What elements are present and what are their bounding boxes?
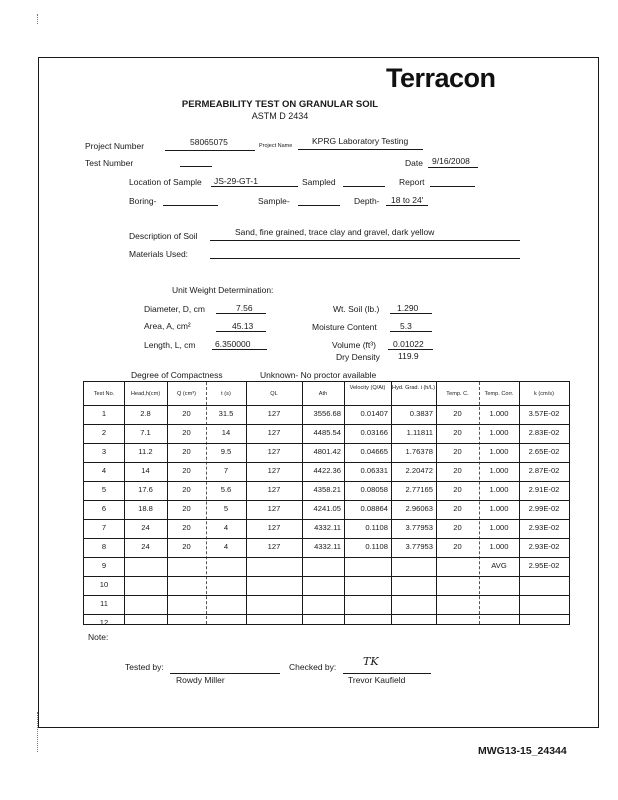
table-column-divider [391,382,392,624]
table-cell-temp-corr: 1.000 [489,428,509,437]
table-cell-k: 2.99E-02 [528,504,560,513]
table-cell-test-no: 11 [100,599,108,608]
checked-by-initials: TK [363,655,379,668]
table-cell-temp-corr: 1.000 [489,542,509,551]
location-line [211,186,298,187]
project-number-value: 58065075 [190,137,228,147]
wt-soil-label: Wt. Soil (lb.) [333,304,380,314]
table-header-t: t (s) [221,391,231,397]
form-title: PERMEABILITY TEST ON GRANULAR SOIL [181,99,379,110]
table-cell-ql: 127 [267,504,281,513]
area-line [216,331,266,332]
table-header-k: k (cm/s) [534,391,554,397]
date-line [428,167,478,168]
boring-line [163,205,218,206]
table-cell-t: 5 [223,504,229,513]
table-header-temp: Temp. C. [446,391,469,397]
table-cell-ath: 3556.68 [313,409,341,418]
tested-by-line [170,673,280,674]
volume-label: Volume (ft³) [332,340,376,350]
table-column-divider [479,382,480,624]
volume-value: 0.01022 [393,339,424,349]
depth-value: 18 to 24' [391,195,424,205]
table-cell-ql: 127 [267,485,281,494]
area-value: 45.13 [232,321,254,331]
table-header-hyd-grad: Hyd. Grad. i (h/L) [392,385,435,391]
description-line [210,240,520,241]
table-cell-velocity: 0.04665 [360,447,388,456]
table-cell-ath: 4801.42 [313,447,341,456]
materials-label: Materials Used: [129,249,189,259]
dry-density-value: 119.9 [398,351,419,361]
table-cell-temp-corr: 1.000 [489,485,509,494]
table-cell-head: 2.8 [140,409,151,418]
table-header-ath: Ath [318,391,328,397]
table-cell-temp: 20 [453,504,462,513]
sample-line [298,205,340,206]
project-name-label: Project Name [259,143,293,149]
wt-soil-value: 1.290 [397,303,419,313]
dry-density-label: Dry Density [336,352,380,362]
table-column-divider [344,382,345,624]
table-header-q: Q (cm³) [177,391,196,397]
table-column-divider [246,382,247,624]
table-cell-test-no: 8 [101,542,107,551]
report-label: Report [399,177,425,187]
table-column-divider [167,382,168,624]
date-label: Date [405,158,423,168]
table-cell-velocity: 0.1108 [365,542,388,551]
table-cell-ql: 127 [267,542,281,551]
table-row-divider [84,519,569,520]
table-cell-temp: 20 [453,466,462,475]
table-cell-k: 2.93E-02 [528,542,560,551]
table-cell-ath: 4422.36 [313,466,341,475]
table-cell-temp-corr: AVG [491,561,507,570]
table-cell-ath: 4485.54 [313,428,341,437]
table-row-divider [84,557,569,558]
notes-label: Note: [88,632,109,642]
table-cell-q: 20 [182,504,191,513]
table-cell-q: 20 [182,428,191,437]
table-cell-ql: 127 [267,428,281,437]
table-cell-head: 17.6 [138,485,153,494]
table-cell-test-no: 1 [101,409,107,418]
table-cell-test-no: 7 [101,523,107,532]
table-cell-temp-corr: 1.000 [489,504,509,513]
table-cell-test-no: 4 [101,466,107,475]
location-value: JS-29-GT-1 [214,176,258,186]
table-row-divider [84,481,569,482]
table-cell-hyd-grad: 3.77953 [405,542,433,551]
area-label: Area, A, cm² [144,321,191,331]
table-cell-k: 2.83E-02 [528,428,560,437]
table-header-test-no: Test No. [93,391,115,397]
table-cell-k: 3.57E-02 [528,409,560,418]
moisture-line [390,331,432,332]
table-cell-hyd-grad: 2.77165 [405,485,433,494]
table-cell-temp: 20 [453,428,462,437]
table-cell-velocity: 0.08058 [360,485,388,494]
table-column-divider [206,382,207,624]
table-cell-k: 2.93E-02 [528,523,560,532]
wt-soil-line [390,313,432,314]
table-cell-temp: 20 [453,409,462,418]
diameter-label: Diameter, D, cm [144,304,205,314]
diameter-line [216,313,266,314]
table-cell-velocity: 0.01407 [360,409,388,418]
length-line [212,349,267,350]
table-cell-temp: 20 [453,485,462,494]
table-cell-k: 2.95E-02 [528,561,560,570]
company-logo: Terracon [386,63,496,93]
table-cell-t: 7 [223,466,229,475]
table-cell-k: 2.65E-02 [528,447,560,456]
moisture-value: 5.3 [400,321,412,331]
table-cell-ath: 4332.11 [314,523,341,532]
table-cell-ql: 127 [267,466,281,475]
table-cell-velocity: 0.03166 [360,428,388,437]
compactness-label: Degree of Compactness [131,370,223,380]
table-row-divider [84,405,569,406]
table-cell-temp-corr: 1.000 [489,409,509,418]
table-cell-hyd-grad: 2.20472 [405,466,433,475]
table-cell-head: 24 [141,542,150,551]
description-value: Sand, fine grained, trace clay and gravel, dark yellow [235,227,435,237]
table-cell-test-no: 9 [101,561,107,570]
table-cell-temp: 20 [453,542,462,551]
table-column-divider [519,382,520,624]
table-cell-hyd-grad: 1.76378 [405,447,433,456]
report-line [430,186,475,187]
table-cell-head: 14 [141,466,150,475]
table-column-divider [124,382,125,624]
length-label: Length, L, cm [144,340,196,350]
table-header-temp-corr: Temp. Corr. [484,391,514,397]
table-header-ql: QL [270,391,278,397]
table-cell-hyd-grad: 3.77953 [405,523,433,532]
sampled-label: Sampled [302,177,336,187]
table-cell-t: 4 [223,542,229,551]
table-cell-ql: 127 [267,409,281,418]
depth-line [386,205,428,206]
table-row-divider [84,462,569,463]
table-cell-ql: 127 [267,523,281,532]
table-cell-temp: 20 [453,447,462,456]
table-cell-temp-corr: 1.000 [489,523,509,532]
project-name-value: KPRG Laboratory Testing [312,136,409,146]
scan-artifact [37,712,40,752]
table-cell-head: 18.8 [138,504,153,513]
table-row-divider [84,500,569,501]
table-cell-q: 20 [182,466,191,475]
volume-line [388,349,433,350]
sample-label: Sample- [258,196,290,206]
checked-by-line [343,673,431,674]
tested-by-name: Rowdy Miller [176,675,225,685]
table-row-divider [84,424,569,425]
table-cell-ath: 4358.21 [313,485,341,494]
table-cell-q: 20 [182,485,191,494]
table-cell-ql: 127 [267,447,281,456]
table-cell-temp: 20 [453,523,462,532]
table-column-divider [302,382,303,624]
tested-by-label: Tested by: [125,662,164,672]
table-cell-temp-corr: 1.000 [489,447,509,456]
form-subtitle: ASTM D 2434 [251,111,309,121]
table-cell-hyd-grad: 0.3837 [409,409,433,418]
description-label: Description of Soil [129,231,198,241]
sampled-line [343,186,385,187]
table-cell-q: 20 [182,542,191,551]
table-cell-t: 4 [223,523,229,532]
table-cell-t: 9.5 [220,447,232,456]
table-cell-hyd-grad: 2.96063 [405,504,433,513]
table-cell-temp-corr: 1.000 [489,466,509,475]
location-label: Location of Sample [129,177,202,187]
table-cell-ath: 4241.05 [313,504,341,513]
table-cell-velocity: 0.08864 [360,504,388,513]
checked-by-name: Trevor Kaufield [348,675,406,685]
permeability-table [83,381,570,625]
table-cell-test-no: 2 [101,428,107,437]
materials-line [210,258,520,259]
table-cell-hyd-grad: 1.11811 [406,428,433,437]
test-number-label: Test Number [85,158,134,168]
table-column-divider [436,382,437,624]
checked-by-label: Checked by: [289,662,337,672]
diameter-value: 7.56 [236,303,253,313]
table-cell-t: 5.6 [220,485,232,494]
table-cell-q: 20 [182,447,191,456]
table-header-head: Head,h(cm) [130,391,161,397]
compactness-value: Unknown- No proctor available [260,370,377,380]
moisture-label: Moisture Content [312,322,377,332]
table-header-velocity: Velocity (Q/At) [349,385,386,391]
table-row-divider [84,614,569,615]
test-number-line [180,166,212,167]
depth-label: Depth- [354,196,380,206]
table-cell-ath: 4332.11 [314,542,341,551]
date-value: 9/16/2008 [432,156,470,166]
table-cell-test-no: 10 [99,580,109,589]
table-cell-test-no: 6 [101,504,107,513]
table-row-divider [84,443,569,444]
length-value: 6.350000 [215,339,251,349]
table-row-divider [84,576,569,577]
table-cell-test-no: 5 [101,485,107,494]
table-cell-q: 20 [182,409,191,418]
table-cell-test-no: 12 [99,618,109,627]
project-number-line [165,150,255,151]
table-cell-t: 14 [221,428,231,437]
table-cell-t: 31.5 [218,409,234,418]
table-cell-velocity: 0.1108 [365,523,388,532]
table-row-divider [84,538,569,539]
table-cell-velocity: 0.06331 [360,466,388,475]
boring-label: Boring- [129,196,157,206]
table-cell-head: 11.2 [138,447,153,456]
table-cell-k: 2.87E-02 [528,466,560,475]
document-code: MWG13-15_24344 [478,745,567,757]
table-cell-test-no: 3 [101,447,107,456]
scan-artifact [37,14,40,24]
table-cell-k: 2.91E-02 [528,485,560,494]
table-cell-head: 7.1 [140,428,151,437]
project-name-line [298,149,423,150]
table-cell-head: 24 [141,523,150,532]
project-number-label: Project Number [85,141,145,151]
unit-weight-heading: Unit Weight Determination: [172,285,274,295]
table-cell-q: 20 [182,523,191,532]
table-row-divider [84,595,569,596]
